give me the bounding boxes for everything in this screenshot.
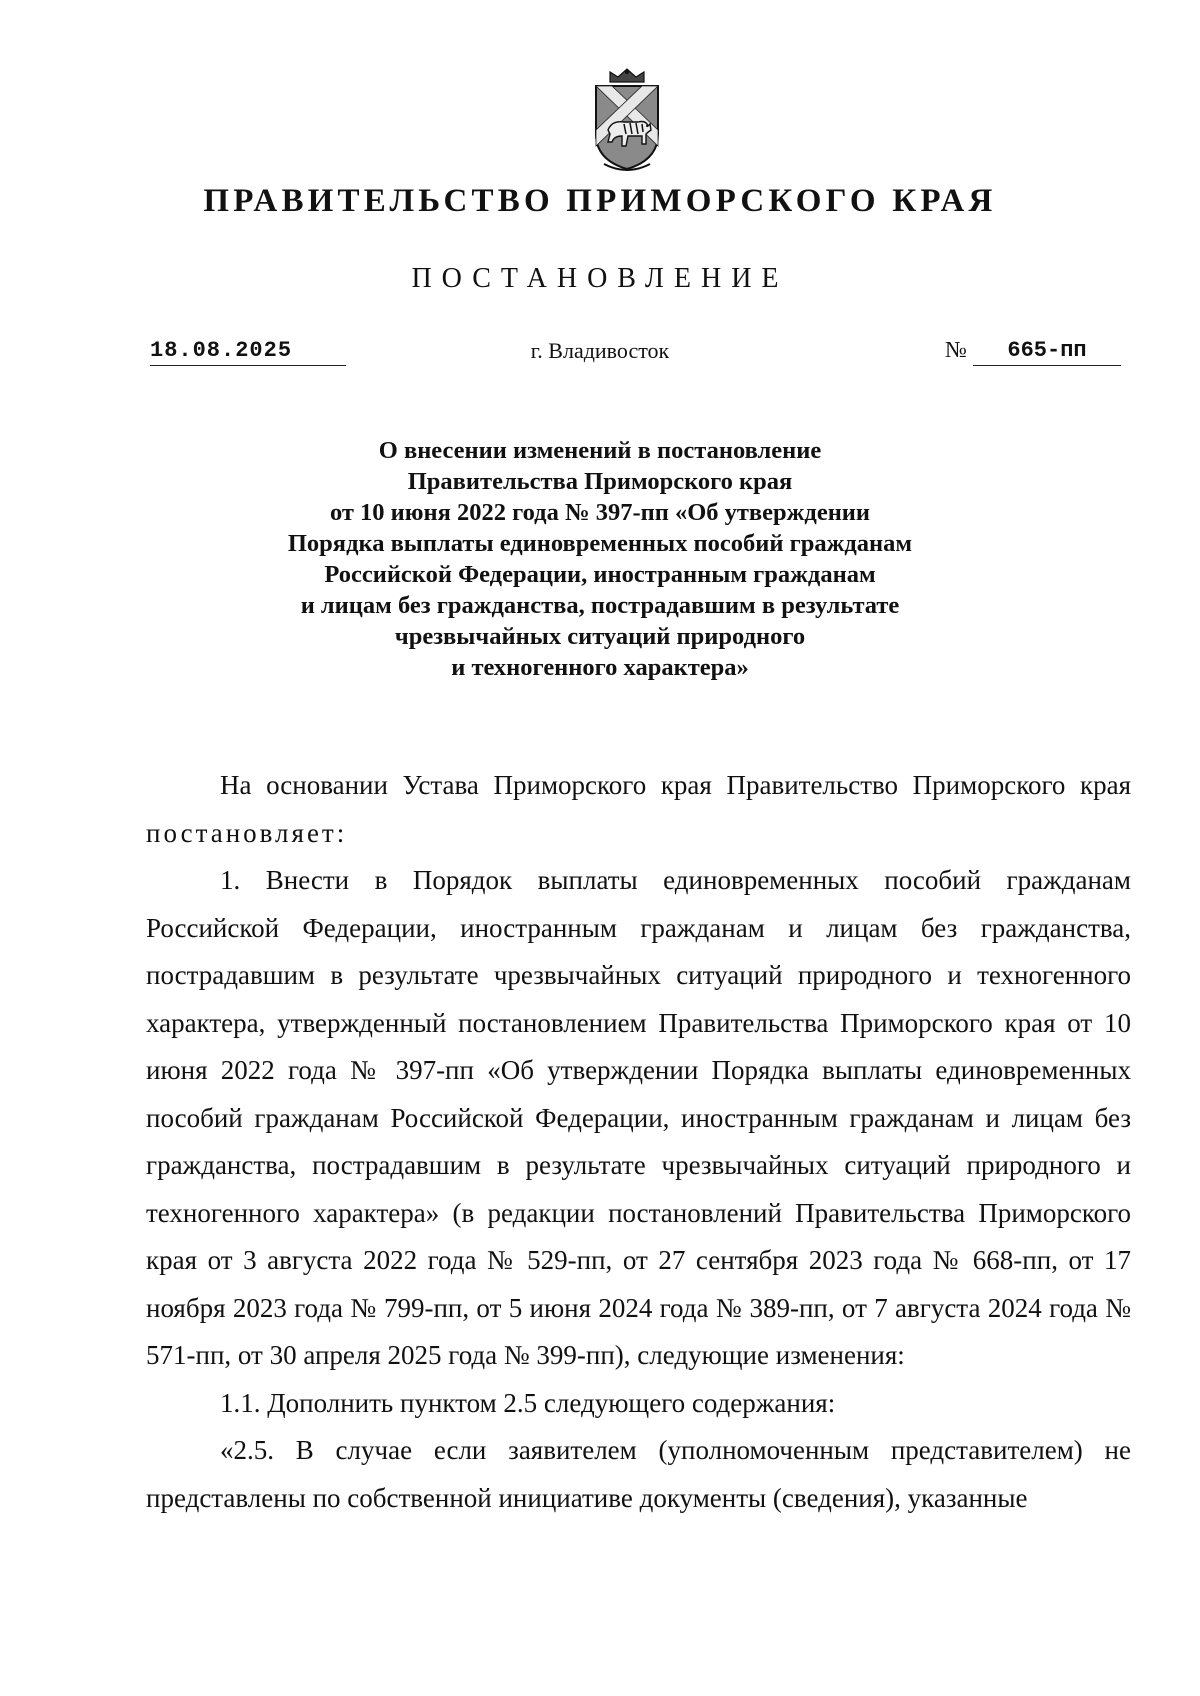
- title-line: чрезвычайных ситуаций природного: [394, 623, 806, 650]
- title-line: и техногенного характера»: [451, 654, 749, 681]
- document-body: [146, 762, 1131, 1522]
- document-type: ПОСТАНОВЛЕНИЕ: [411, 263, 789, 294]
- title-line: Российской Федерации, иностранным гражданам: [324, 561, 876, 588]
- item-1-1-paragraph: 1.1. Дополнить пунктом 2.5 следующего содержания:: [220, 1387, 836, 1418]
- preamble-text: На основании Устава Приморского края Правительство Приморского края: [220, 770, 1131, 800]
- document-date: 18.08.2025: [150, 337, 346, 366]
- coat-of-arms-icon: [588, 68, 666, 178]
- document-title: [150, 435, 1050, 683]
- number-label: №: [945, 337, 967, 362]
- title-line: Правительства Приморского края: [407, 468, 793, 495]
- title-line: Порядка выплаты единовременных пособий гражданам: [287, 530, 913, 557]
- title-line: и лицам без гражданства, пострадавшим в результате: [300, 592, 900, 619]
- preamble-paragraph: [146, 762, 1131, 857]
- organization-name: ПРАВИТЕЛЬСТВО ПРИМОРСКОГО КРАЯ: [203, 183, 997, 219]
- item-1-paragraph: 1. Внести в Порядок выплаты единовременных пособий гражданам Российской Федерации, иностранным гражданам и лицам без гражданства, пострадавшим в результате чрезвычайных ситуаций природного и техногенного характера, утвержденный постановлением Правительства Приморского края от 10 июня 2022 года № 397-пп «Об утверждении Порядка выплаты единовременных пособий гражданам Российской Федерации, иностранным гражданам и лицам без гражданства, пострадавшим в результате чрезвычайных ситуаций природного и техногенного характера» (в редакции постановлений Правительства Приморского края от 3 августа 2022 года № 529-пп, от 27 сентября 2023 года № 668-пп, от 17 ноября 2023 года № 799-пп, от 5 июня 2024 года № 389-пп, от 7 августа 2024 года № 571-пп, от 30 апреля 2025 года № 399-пп), следующие изменения:: [146, 865, 1131, 1370]
- document-number: 665-пп: [973, 337, 1121, 366]
- title-line: от 10 июня 2022 года № 397-пп «Об утверждении: [329, 499, 871, 526]
- item-2-5-paragraph: «2.5. В случае если заявителем (уполномоченным представителем) не представлены по собственной инициативе документы (сведения), указанные: [146, 1435, 1131, 1513]
- title-line: О внесении изменений в постановление: [378, 437, 822, 464]
- document-city: г. Владивосток: [530, 338, 670, 363]
- resolves-word: постановляет:: [146, 817, 348, 848]
